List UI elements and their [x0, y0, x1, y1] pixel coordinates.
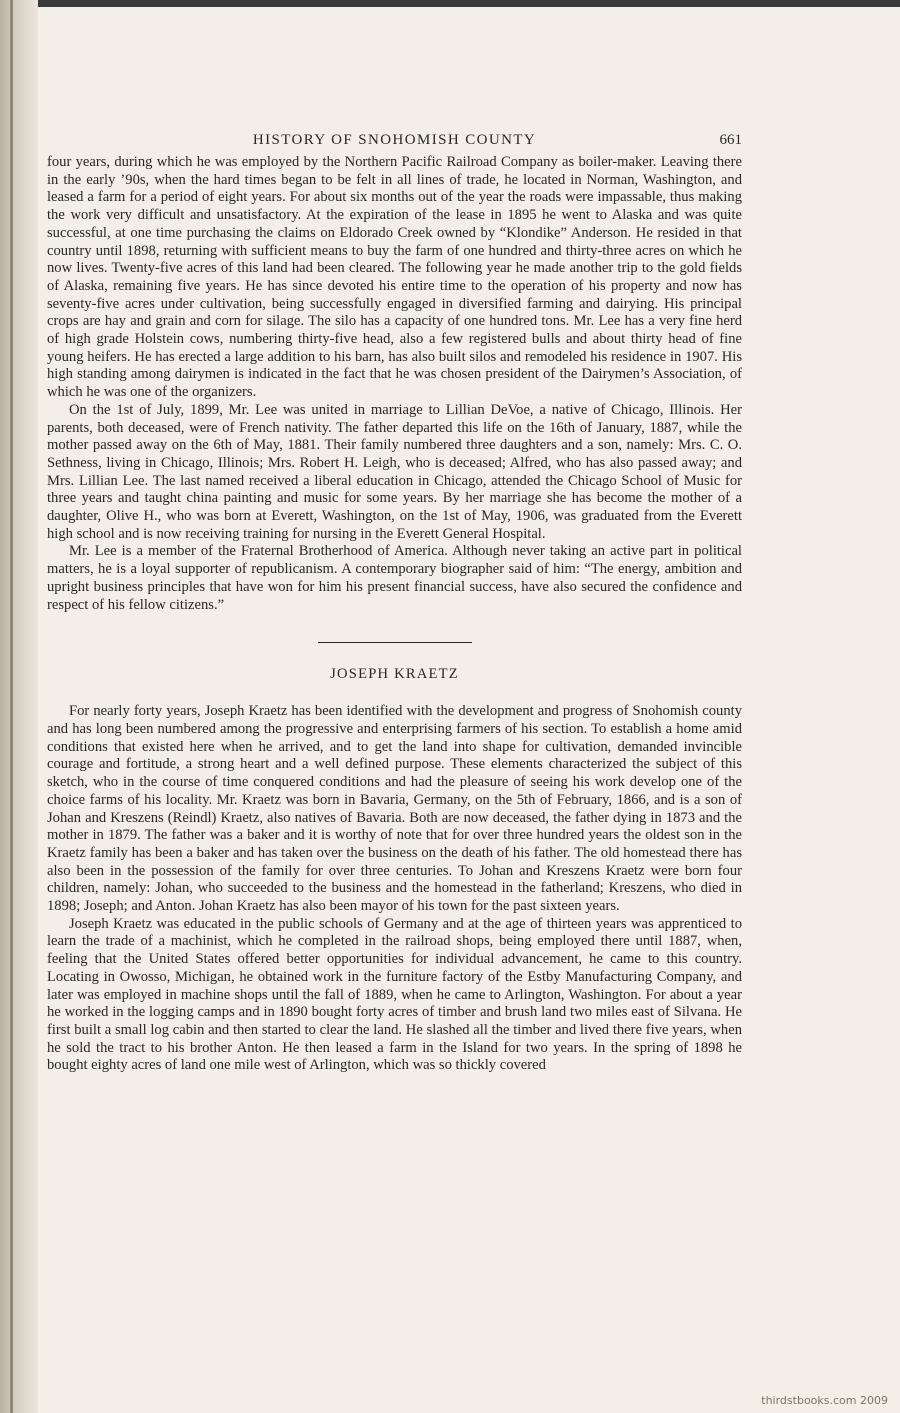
book-gutter [0, 0, 38, 1413]
page-number: 661 [719, 132, 742, 148]
paragraph-kraetz-2: Joseph Kraetz was educated in the public schools of Germany and at the age of thirteen years was apprenticed to learn the trade of a machinist, which he completed in the railroad shops, being employed there until 1887, when, feeling that the United States offered better opportunities for individual advancement, he came to this country. Locating in Owosso, Michigan, he obtained work in the furniture factory of the Estby Manufacturing Company, and later was employed in machine shops until the fall of 1889, when he came to Arlington, Washington. For about a year he worked in the logging camps and in 1890 bought forty acres of timber and brush land two miles east of Silvana. He first built a small log cabin and then started to clear the land. He slashed all the timber and lived there five years, when he sold the tract to his brother Anton. He then leased a farm in the Island for two years. In the spring of 1898 he bought eighty acres of land one mile west of Arlington, which was so thickly covered [47, 915, 742, 1074]
section-divider [318, 642, 472, 643]
paragraph-kraetz-1: For nearly forty years, Joseph Kraetz has been identified with the development and progress of Snohomish county and has long been numbered among the progressive and enterprising farmers of his section. To establish a home amid conditions that existed here when he arrived, and to get the land into shape for cultivation, demanded invincible courage and fortitude, a strong heart and a well defined purpose. These elements characterized the subject of this sketch, who in the course of time conquered conditions and had the pleasure of seeing his work develop one of the choice farms of his locality. Mr. Kraetz was born in Bavaria, Germany, on the 5th of February, 1866, and is a son of Johan and Kreszens (Reindl) Kraetz, also natives of Bavaria. Both are now deceased, the father dying in 1873 and the mother in 1879. The father was a baker and it is worthy of note that for over three hundred years the oldest son in the Kraetz family has been a baker and has taken over the business on the death of his father. The old homestead there has also been in the possession of the family for over three centuries. To Johan and Kreszens Kraetz were born four children, namely: Johan, who succeeded to the business and the homestead in the fatherland; Kreszens, who died in 1898; Joseph; and Anton. Johan Kraetz has also been mayor of his town for the past sixteen years. [47, 703, 742, 915]
gutter-line [10, 0, 13, 1413]
book-page [47, 128, 742, 1075]
running-title: HISTORY OF SNOHOMISH COUNTY [252, 132, 537, 148]
section-title: JOSEPH KRAETZ [330, 666, 459, 683]
paragraph-lee-3: Mr. Lee is a member of the Fraternal Brotherhood of America. Although never taking an active part in political matters, he is a loyal supporter of republicanism. A contemporary biographer said of him: “The energy, ambition and upright business principles that have won for him his present financial success, have also secured the confidence and respect of his fellow citizens.” [47, 543, 742, 613]
running-head [47, 128, 742, 154]
scan-edge-top [0, 0, 900, 7]
watermark: thirdstbooks.com 2009 [761, 1394, 888, 1407]
paragraph-lee-2: On the 1st of July, 1899, Mr. Lee was united in marriage to Lillian DeVoe, a native of Chicago, Illinois. Her parents, both deceased, were of French nativity. The father departed this life on the 16th of January, 1887, while the mother passed away on the 6th of May, 1881. Their family numbered three daughters and a son, namely: Mrs. C. O. Sethness, living in Chicago, Illinois; Mrs. Robert H. Leigh, who is deceased; Alfred, who has also passed away; and Mrs. Lillian Lee. The last named received a liberal education in Chicago, attended the Chicago School of Music for three years and taught china painting and music for some years. By her marriage she has become the mother of a daughter, Olive H., who was born at Everett, Washington, on the 1st of May, 1906, was graduated from the Everett high school and is now receiving training for nursing in the Everett General Hospital. [47, 401, 742, 542]
paragraph-lee-1: four years, during which he was employed by the Northern Pacific Railroad Company as boiler-maker. Leaving there in the early ’90s, when the hard times began to be felt in all lines of trade, he located in Norman, Washington, and leased a farm for a period of eight years. For about six months out of the year the roads were impassable, thus making the work very difficult and unsatisfactory. At the expiration of the lease in 1895 he went to Alaska and was quite successful, at one time purchasing the claims on Eldorado Creek owned by “Klondike” Anderson. He resided in that country until 1898, returning with sufficient means to buy the farm of one hundred and thirty-three acres on which he now lives. Twenty-five acres of this land had been cleared. The following year he made another trip to the gold fields of Alaska, remaining five years. He has since devoted his entire time to the operation of his property and now has seventy-five acres under cultivation, being successfully engaged in diversified farming and dairying. His principal crops are hay and grain and corn for silage. The silo has a capacity of one hundred tons. Mr. Lee has a very fine herd of high grade Holstein cows, numbering thirty-five head, also a few registered bulls and about thirty head of fine young heifers. He has erected a large addition to his barn, has also built silos and remodeled his residence in 1907. His high standing among dairymen is indicated in the fact that he was chosen president of the Dairymen’s Association, of which he was one of the organizers. [47, 154, 742, 401]
